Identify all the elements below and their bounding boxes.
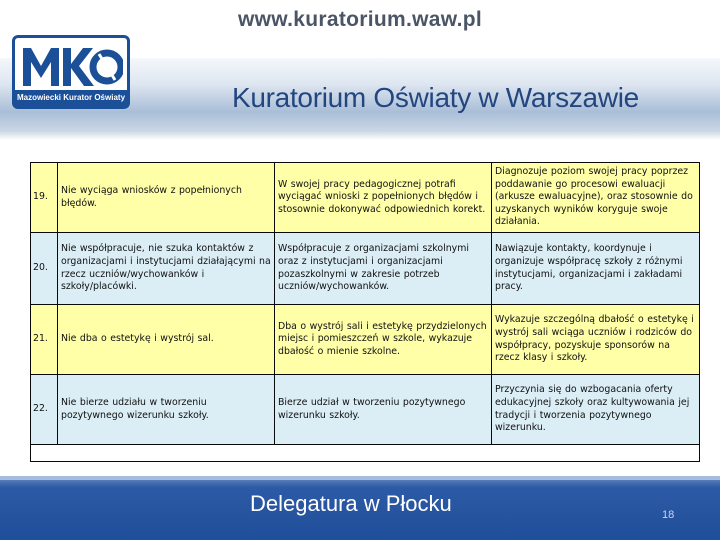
footer-title: Delegatura w Płocku (250, 491, 452, 516)
cell-basic: Bierze udział w tworzeniu pozytywnego wizerunku szkoły. (275, 375, 492, 445)
page-number: 18 (662, 509, 675, 521)
cell-negative: Nie wyciąga wniosków z popełnionych błędów. (58, 163, 275, 233)
slide-header (0, 0, 720, 140)
page-title: Kuratorium Oświaty w Warszawie (232, 82, 639, 113)
empty-cell (31, 445, 700, 462)
mko-logo-icon (19, 40, 123, 90)
cell-negative: Nie współpracuje, nie szuka kontaktów z organizacjami i instytucjami działającymi na rzecz uczniów/wychowanków i szkoły/placówki. (58, 233, 275, 305)
mko-logo (12, 35, 130, 109)
cell-advanced: Nawiązuje kontakty, koordynuje i organizuje współpracę szkoły z różnymi instytucjami, organizacjami i zakładami pracy. (492, 233, 700, 305)
table-row (31, 163, 700, 233)
criteria-table-container (30, 162, 700, 463)
table-row (31, 233, 700, 305)
site-url: www.kuratorium.waw.pl (238, 8, 482, 31)
logo-caption: Mazowiecki Kurator Oświaty (15, 90, 127, 106)
table-row-empty (31, 445, 700, 462)
row-number: 19. (31, 163, 58, 233)
table-row (31, 305, 700, 375)
footer-stripe (0, 476, 720, 480)
cell-negative: Nie dba o estetykę i wystrój sal. (58, 305, 275, 375)
criteria-table (30, 162, 700, 462)
cell-advanced: Przyczynia się do wzbogacania oferty edukacyjnej szkoły oraz kultywowania jej tradycji i tworzenia pozytywnego wizerunku. (492, 375, 700, 445)
cell-basic: W swojej pracy pedagogicznej potrafi wyciągać wnioski z popełnionych błędów i stosownie dokonywać odpowiednich korekt. (275, 163, 492, 233)
row-number: 20. (31, 233, 58, 305)
table-row (31, 375, 700, 445)
cell-advanced: Wykazuje szczególną dbałość o estetykę i wystrój sali wciąga uczniów i rodziców do współpracy, pozyskuje sponsorów na rzecz klasy i szkoły. (492, 305, 700, 375)
cell-advanced: Diagnozuje poziom swojej pracy poprzez poddawanie go procesowi ewaluacji (arkusze ewaluacyjne), oraz stosownie do uzyskanych wyników koryguje swoje działania. (492, 163, 700, 233)
row-number: 22. (31, 375, 58, 445)
cell-basic: Współpracuje z organizacjami szkolnymi oraz z instytucjami i organizacjami pozaszkolnymi w zakresie potrzeb uczniów/wychowanków. (275, 233, 492, 305)
row-number: 21. (31, 305, 58, 375)
cell-negative: Nie bierze udziału w tworzeniu pozytywnego wizerunku szkoły. (58, 375, 275, 445)
cell-basic: Dba o wystrój sali i estetykę przydzielonych miejsc i pomieszczeń w szkole, wykazuje dbałość o mienie szkolne. (275, 305, 492, 375)
